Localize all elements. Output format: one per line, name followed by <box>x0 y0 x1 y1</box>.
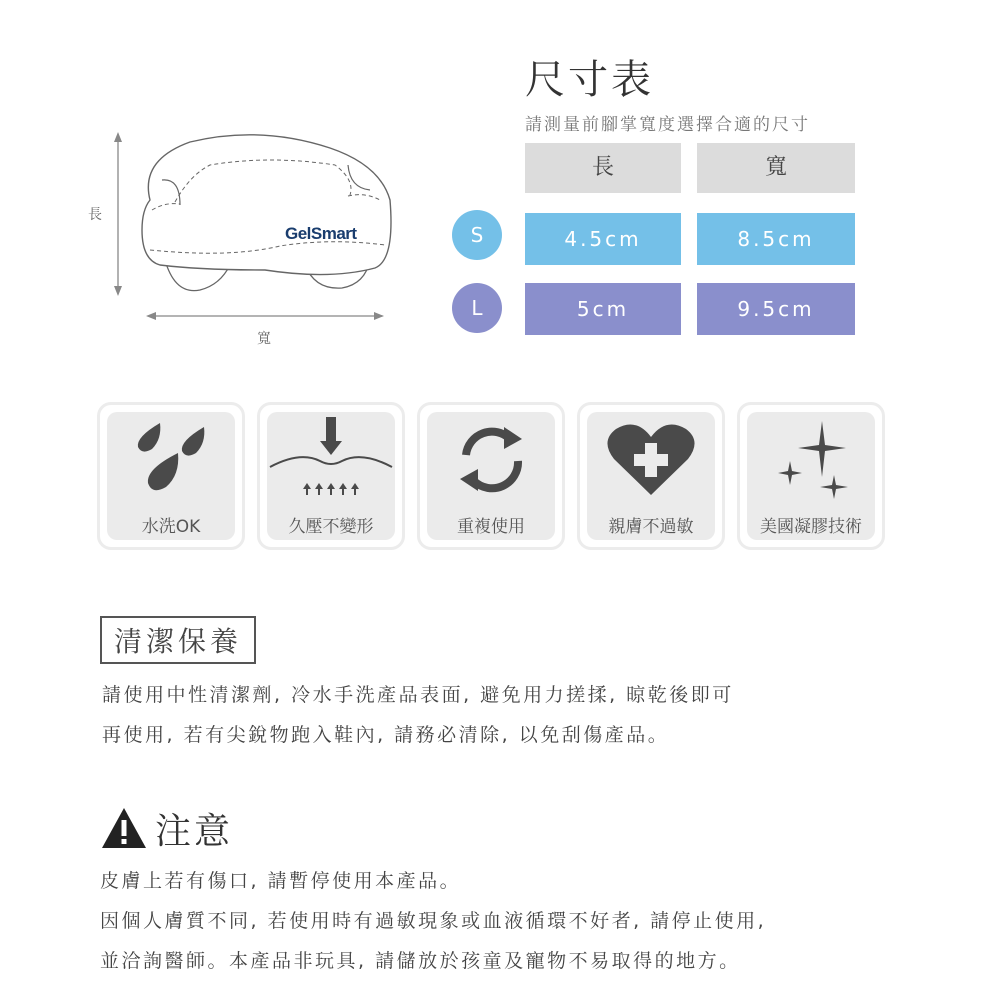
brand-logo: GelSmart <box>285 224 357 243</box>
warning-triangle-icon <box>100 806 148 850</box>
feature-tile-reusable <box>417 402 565 550</box>
care-text-line-2: 再使用, 若有尖銳物跑入鞋內, 請務必清除, 以免刮傷產品。 <box>102 724 670 746</box>
feature-tile-no-deform <box>257 402 405 550</box>
feature-label: 親膚不過敏 <box>608 517 694 537</box>
sparkle-icon <box>740 405 882 515</box>
feature-label: 重複使用 <box>457 517 525 537</box>
feature-tile-washable <box>97 402 245 550</box>
gel-pad-illustration <box>80 120 420 360</box>
size-chart-subtitle: 請測量前腳掌寬度選擇合適的尺寸 <box>525 115 810 135</box>
size-badge-l: L <box>452 283 502 333</box>
size-l-length: 5cm <box>525 283 681 335</box>
feature-label: 久壓不變形 <box>288 517 374 537</box>
water-drops-icon <box>100 405 242 515</box>
pressure-cushion-icon <box>260 405 402 515</box>
header-length: 長 <box>525 143 681 193</box>
warning-line-3: 並洽詢醫師。本產品非玩具, 請儲放於孩童及寵物不易取得的地方。 <box>100 950 741 972</box>
feature-label: 美國凝膠技術 <box>760 517 862 537</box>
size-s-length: 4.5cm <box>525 213 681 265</box>
product-diagram <box>80 120 420 360</box>
size-chart-title: 尺寸表 <box>525 57 654 103</box>
feature-label: 水洗OK <box>141 517 201 537</box>
feature-tile-gel-tech <box>737 402 885 550</box>
header-width: 寬 <box>697 143 855 193</box>
size-l-width: 9.5cm <box>697 283 855 335</box>
feature-tile-hypoallergenic <box>577 402 725 550</box>
size-badge-s: S <box>452 210 502 260</box>
recycle-icon <box>420 405 562 515</box>
height-label: 長 <box>88 207 102 223</box>
size-s-width: 8.5cm <box>697 213 855 265</box>
warning-line-1: 皮膚上若有傷口, 請暫停使用本產品。 <box>100 870 462 892</box>
warning-title: 注意 <box>155 811 234 852</box>
care-text-line-1: 請使用中性清潔劑, 冷水手洗產品表面, 避免用力搓揉, 晾乾後即可 <box>102 684 734 706</box>
warning-line-2: 因個人膚質不同, 若使用時有過敏現象或血液循環不好者, 請停止使用, <box>100 910 767 932</box>
heart-plus-icon <box>580 405 722 515</box>
width-label: 寬 <box>257 331 271 347</box>
care-section-title: 清潔保養 <box>100 616 256 664</box>
